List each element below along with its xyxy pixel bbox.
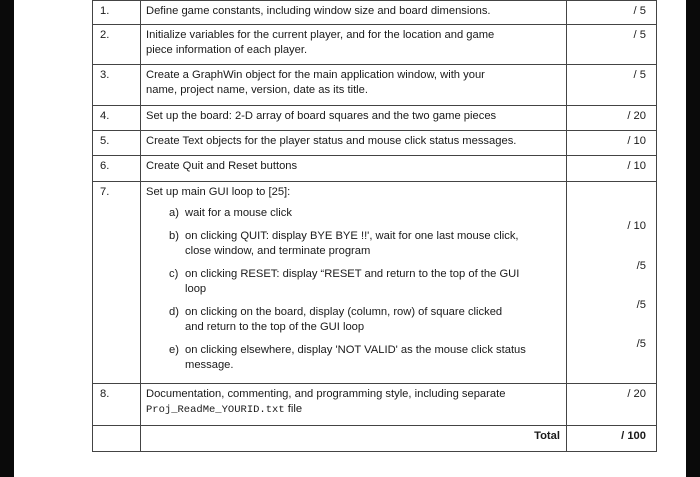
subitem-line: message. bbox=[185, 359, 234, 371]
item-points: / 20 bbox=[567, 384, 657, 426]
item-number: 6. bbox=[93, 156, 141, 182]
description-suffix: file bbox=[284, 403, 303, 415]
item-points: / 10 bbox=[567, 131, 657, 156]
item-description: Set up the board: 2-D array of board squares and the two game pieces bbox=[141, 106, 567, 131]
description-line: Documentation, commenting, and programming style, including separate bbox=[146, 388, 506, 400]
total-points: / 100 bbox=[567, 426, 657, 452]
description-line bbox=[146, 402, 560, 418]
item-number: 2. bbox=[93, 25, 141, 65]
subitem-a bbox=[146, 206, 560, 221]
subitem-line: wait for a mouse click bbox=[185, 207, 292, 219]
subitem-e bbox=[146, 343, 560, 373]
item-points: / 5 bbox=[567, 1, 657, 25]
item-description bbox=[141, 65, 567, 106]
item-points: / 10 bbox=[567, 156, 657, 182]
item-number: 7. bbox=[93, 182, 141, 384]
item-points: / 5 bbox=[567, 25, 657, 65]
description-line: Initialize variables for the current player, and for the location and game bbox=[146, 29, 495, 41]
item-description: Define game constants, including window size and board dimensions. bbox=[141, 1, 567, 25]
subitem-label: e) bbox=[169, 344, 179, 356]
item-number: 3. bbox=[93, 65, 141, 106]
gui-loop-heading: Set up main GUI loop to [25]: bbox=[146, 186, 291, 198]
item-description: Create Quit and Reset buttons bbox=[141, 156, 567, 182]
item-points: / 20 bbox=[567, 106, 657, 131]
item-points bbox=[567, 182, 657, 384]
subitem-line: and return to the top of the GUI loop bbox=[185, 321, 365, 333]
item-description bbox=[141, 182, 567, 384]
item-number: 1. bbox=[93, 1, 141, 25]
table-row bbox=[93, 106, 657, 131]
left-dark-edge bbox=[0, 0, 14, 477]
table-row bbox=[93, 65, 657, 106]
table-row bbox=[93, 25, 657, 65]
description-line: Create a GraphWin object for the main application window, with your bbox=[146, 69, 485, 81]
item-number: 4. bbox=[93, 106, 141, 131]
total-label: Total bbox=[141, 426, 567, 452]
subitem-line: on clicking elsewhere, display 'NOT VALID' as the mouse click status bbox=[185, 344, 526, 356]
subitem-line: on clicking on the board, display (column, row) of square clicked bbox=[185, 306, 503, 318]
subitem-label: b) bbox=[169, 230, 179, 242]
subitem-d bbox=[146, 305, 560, 335]
total-row bbox=[93, 426, 657, 452]
description-line: name, project name, version, date as its title. bbox=[146, 84, 368, 96]
subitem-b bbox=[146, 229, 560, 259]
readme-filename: Proj_ReadMe_YOURID.txt bbox=[146, 404, 285, 416]
table-row bbox=[93, 131, 657, 156]
table-row bbox=[93, 384, 657, 426]
subitem-points: /5 bbox=[636, 299, 646, 311]
subitem-points: /5 bbox=[636, 260, 646, 272]
subitem-line: on clicking RESET: display “RESET and return to the top of the GUI bbox=[185, 268, 520, 280]
subitem-line: close window, and terminate program bbox=[185, 245, 371, 257]
item-description bbox=[141, 384, 567, 426]
grading-rubric-table bbox=[92, 0, 657, 452]
item-number: 8. bbox=[93, 384, 141, 426]
subitem-label: c) bbox=[169, 268, 179, 280]
empty-cell bbox=[93, 426, 141, 452]
item-description bbox=[141, 25, 567, 65]
subitem-label: a) bbox=[169, 207, 179, 219]
subitem-points-column bbox=[567, 182, 646, 378]
item-description: Create Text objects for the player status and mouse click status messages. bbox=[141, 131, 567, 156]
subitem-line: loop bbox=[185, 283, 207, 295]
gui-loop-subitems bbox=[146, 206, 560, 373]
table-row bbox=[93, 156, 657, 182]
subitem-line: on clicking QUIT: display BYE BYE !!', wait for one last mouse click, bbox=[185, 230, 519, 242]
subitem-points: / 10 bbox=[627, 220, 646, 232]
subitem-points: /5 bbox=[636, 338, 646, 350]
item-number: 5. bbox=[93, 131, 141, 156]
description-line: piece information of each player. bbox=[146, 44, 308, 56]
right-dark-edge bbox=[686, 0, 700, 477]
table-row bbox=[93, 1, 657, 25]
item-points: / 5 bbox=[567, 65, 657, 106]
table-row bbox=[93, 182, 657, 384]
subitem-label: d) bbox=[169, 306, 179, 318]
subitem-c bbox=[146, 267, 560, 297]
